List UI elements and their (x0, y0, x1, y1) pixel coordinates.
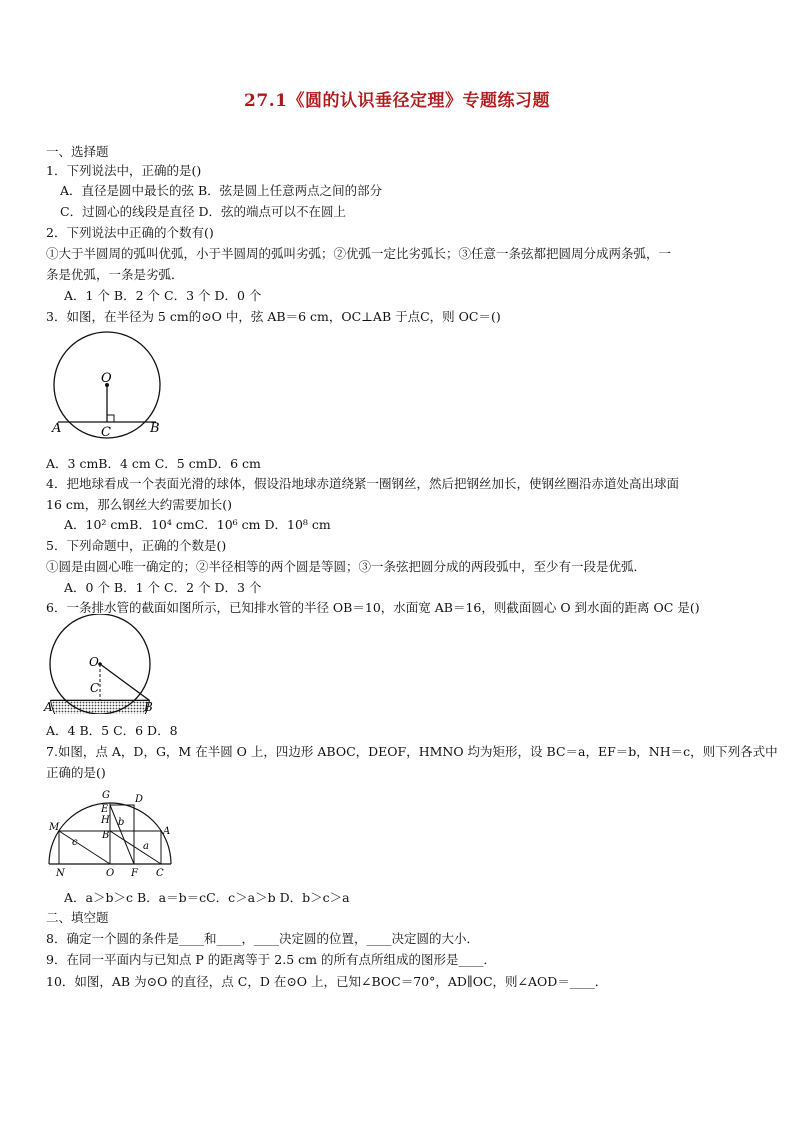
label-side-a: a (143, 841, 149, 852)
q1-options-cd: C．过圆心的线段是直径 D．弦的端点可以不在圆上 (60, 204, 347, 219)
label-c: C (101, 425, 111, 440)
q7-text-line1: 7.如图，点 A，D，G，M 在半圆 O 上，四边形 ABOC，DEOF，HMNO 均为矩形，设 BC＝a，EF＝b，NH＝c，则下列各式中 (46, 744, 778, 759)
q5-text-line1: ①圆是由圆心唯一确定的；②半径相等的两个圆是等圆；③一条弦把圆分成的两段弧中，至少有一段是优弧． (46, 559, 647, 574)
q3-stem: 3．如图，在半径为 5 cm的⊙O 中，弦 AB＝6 cm，OC⊥AB 于点C，则 OC＝() (46, 309, 501, 324)
label-c: C (90, 681, 100, 695)
label-o: O (106, 868, 115, 879)
label-h: H (101, 815, 110, 826)
q5-stem: 5．下列命题中，正确的个数是() (46, 538, 227, 553)
page-title: 27.1《圆的认识垂径定理》专题练习题 (244, 91, 550, 111)
q4-options: A．10² cmB．10⁴ cmC．10⁶ cm D．10⁸ cm (64, 517, 331, 532)
q6-stem: 6．一条排水管的截面如图所示，已知排水管的半径 OB＝10，水面宽 AB＝16，则截面圆心 O 到水面的距离 OC 是() (46, 600, 700, 615)
label-a: A (52, 421, 62, 436)
q10-text: 10．如图，AB 为⊙O 的直径，点 C，D 在⊙O 上，已知∠BOC＝70°，AD∥OC，则∠AOD＝____． (46, 974, 608, 989)
section-choice-heading: 一、选择题 (46, 144, 109, 159)
q6-figure (40, 614, 160, 714)
label-o: O (89, 655, 99, 669)
q3-figure (44, 330, 174, 442)
label-b: B (144, 700, 153, 714)
q3-options: A．3 cmB．4 cm C．5 cmD．6 cm (46, 456, 261, 471)
label-g: G (102, 790, 110, 801)
q4-text-line1: 4．把地球看成一个表面光滑的球体，假设沿地球赤道绕紧一圈钢丝，然后把钢丝加长，使钢丝圈沿赤道处高出球面 (46, 476, 679, 491)
label-b: B (102, 830, 110, 841)
label-d: D (135, 794, 144, 805)
label-f: F (131, 868, 138, 879)
q7-figure (44, 788, 184, 880)
label-a: A (163, 826, 171, 837)
q2-options: A．1 个 B．2 个 C．3 个 D．0 个 (64, 288, 262, 303)
label-side-c: c (72, 837, 78, 848)
q1-stem: 1．下列说法中，正确的是() (46, 163, 202, 178)
q2-text-line2: 条是优弧，一条是劣弧． (46, 267, 184, 282)
q2-text-line1: ①大于半圆周的弧叫优弧，小于半圆周的弧叫劣弧；②优弧一定比劣弧长；③任意一条弦都把圆周分成两条弧，一 (46, 246, 672, 261)
q6-options: A．4 B．5 C．6 D．8 (46, 723, 178, 738)
label-m: M (49, 822, 60, 833)
label-b: B (150, 421, 160, 436)
q7-options: A．a＞b＞c B．a＝b＝cC．c＞a＞b D．b＞c＞a (64, 890, 350, 905)
q8-text: 8．确定一个圆的条件是____和____，____决定圆的位置，____决定圆的大小． (46, 931, 479, 946)
q7-text-line2: 正确的是() (46, 765, 106, 780)
q1-options-ab: A．直径是圆中最长的弦 B．弦是圆上任意两点之间的部分 (60, 183, 383, 198)
q4-text-line2: 16 cm，那么钢丝大约需要加长() (46, 497, 232, 512)
label-n: N (56, 868, 65, 879)
label-e: E (101, 804, 109, 815)
label-side-b: b (118, 817, 125, 828)
label-a: A (44, 700, 53, 714)
label-o: O (101, 371, 112, 386)
q2-stem: 2．下列说法中正确的个数有() (46, 225, 214, 240)
q5-options: A．0 个 B．1 个 C．2 个 D．3 个 (64, 580, 262, 595)
section-fill-heading: 二、填空题 (46, 910, 109, 925)
label-c: C (156, 868, 164, 879)
q9-text: 9．在同一平面内与已知点 P 的距离等于 2.5 cm 的所有点所组成的图形是____． (46, 952, 496, 967)
